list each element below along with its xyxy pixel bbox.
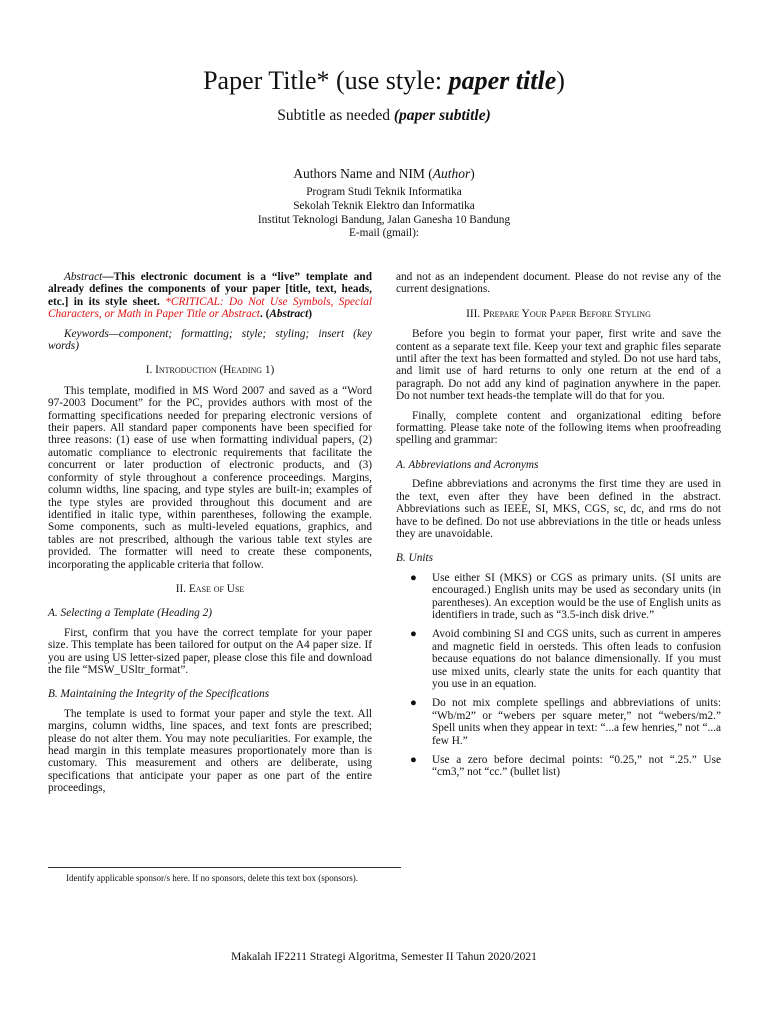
heading-selecting-template: A. Selecting a Template (Heading 2) [48,607,212,620]
units-bullet-list [396,572,721,779]
bullet-icon: ● [410,697,417,710]
bullet-icon: ● [410,628,417,641]
list-item [396,572,721,622]
abstract-end: . ( [259,308,270,321]
bullet-icon: ● [410,571,417,584]
page-subtitle [0,107,768,125]
prepare-paper-paragraph-2: Finally, complete content and organizational editing before formatting. Please take note of the following items when proofreading spelling and grammar: [396,409,721,447]
abbreviations-paragraph: Define abbreviations and acronyms the first time they are used in the text, even after they have been defined in the abstract. Abbreviations such as IEEE, SI, MKS, CGS, sc, dc, and rms do not have to be defined. Do not use abbreviations in the title or heads unless they are unavoidable. [396,478,721,540]
subtitle-italic: (paper subtitle) [393,107,491,124]
introduction-paragraph: This template, modified in MS Word 2007 and saved as a “Word 97-2003 Document” for the PC, provides authors with most of the formatting specifications needed for preparing electronic versions of their papers. All standard paper components have been specified for three reasons: (1) ease of use when formatting individual papers, (2) automatic compliance to electronic requirements that facilitate the concurrent or later production of electronic products, and (3) conformity of style throughout a conference proceedings. Margins, column widths, line spacing, and type styles are built-in; examples of the type styles are provided throughout this document and are identified in italic type, within parentheses, following the example. Some components, such as multi-leveled equations, graphics, and tables are not prescribed, although the various table text styles are provided. The formatter will need to create these components, incorporating the applicable criteria that follow. [48,384,372,571]
affiliation-institute: Institut Teknologi Bandung, Jalan Ganesha 10 Bandung [257,213,511,226]
author-end: ) [470,166,475,181]
page-title [0,66,768,96]
sponsor-note: Identify applicable sponsor/s here. If no sponsors, delete this text box (sponsors). [66,873,358,883]
maintaining-integrity-paragraph: The template is used to format your paper and style the text. All margins, column widths, line spaces, and text fonts are prescribed; please do not alter them. You may note peculiarities. For example, the head margin in this template measures proportionately more than is customary. This measurement and others are deliberate, using specifications that anticipate your paper as one part of the entire proceedings, [48,707,372,795]
right-column [396,271,721,786]
heading-ease-of-use: II. Ease of Use [175,582,245,595]
prepare-paper-paragraph-1: Before you begin to format your paper, first write and save the content as a separate text file. Keep your text and graphic files separate until after the text has been formatted and styled. Do not use hard tabs, and limit use of hard returns to only one return at the end of a paragraph. Do not add any kind of pagination anywhere in the paper. Do not number text heads-the template will do that for you. [396,328,721,403]
heading-maintaining-integrity: B. Maintaining the Integrity of the Specifications [48,688,270,701]
page-footer: Makalah IF2211 Strategi Algoritma, Semester II Tahun 2020/2021 [231,951,537,963]
affiliation-email: E-mail (gmail): [349,227,419,240]
title-italic: paper title [448,66,557,95]
footnote-divider [48,867,401,868]
author-line [0,166,768,182]
heading-units: B. Units [396,552,434,565]
abstract [48,271,372,321]
left-column [48,271,372,795]
subtitle-main: Subtitle as needed [277,107,394,124]
continued-paragraph: and not as an independent document. Please do not revise any of the current designations. [396,271,721,296]
bullet-text: Avoid combining SI and CGS units, such as current in amperes and magnetic field in oersteds. This often leads to confusion because equations do not balance dimensionally. If you must use mixed units, clearly state the units for each quantity that you use in an equation. [432,628,721,690]
abstract-critical-note: *CRITICAL: Do Not Use Symbols, Special Characters, or Math in Paper Title or Abstract [48,295,372,321]
bullet-text: Use either SI (MKS) or CGS as primary units. (SI units are encouraged.) English units may be used as secondary units (in parentheses). An exception would be the use of English units as identifiers in trade, such as “3.5-inch disk drive.” [432,571,721,621]
author-name: Authors Name and NIM ( [293,166,433,181]
list-item [396,628,721,690]
abstract-label: Abstract [64,271,103,283]
list-item [396,697,721,747]
abstract-dash: — [102,271,114,283]
selecting-template-paragraph: First, confirm that you have the correct template for your paper size. This template has been tailored for output on the A4 paper size. If you are using US letter-sized paper, please close this file and download the file “MSW_USltr_format”. [48,626,372,676]
bullet-text: Do not mix complete spellings and abbreviations of units: “Wb/m2” or “webers per square meter,” not “webers/m2.” Spell units when they appear in text: “...a few henries,” not “...a few H.” [432,697,721,747]
abstract-text: This electronic document is a “live” template and already defines the components of your paper [title, text, heads, etc.] in its style sheet. [48,271,372,308]
abstract-end-italic: Abstract [269,308,309,321]
bullet-icon: ● [410,754,417,766]
keywords: Keywords—component; formatting; style; styling; insert (key words) [48,327,372,353]
heading-introduction: I. Introduction (Heading 1) [145,364,275,377]
affiliation-program: Program Studi Teknik Informatika [306,186,462,198]
affiliation-school: Sekolah Teknik Elektro dan Informatika [293,199,475,212]
heading-prepare-paper: III. Prepare Your Paper Before Styling [466,307,651,320]
title-end: ) [556,66,565,95]
title-main: Paper Title* (use style: [203,66,449,95]
heading-abbreviations: A. Abbreviations and Acronyms [396,458,539,471]
affiliation-block [0,186,768,241]
bullet-text: Use a zero before decimal points: “0.25,” not “.25.” Use “cm3,” not “cc.” (bullet list) [432,754,721,779]
author-italic: Author [432,166,471,181]
abstract-end-close: ) [308,308,313,321]
list-item [396,754,721,779]
